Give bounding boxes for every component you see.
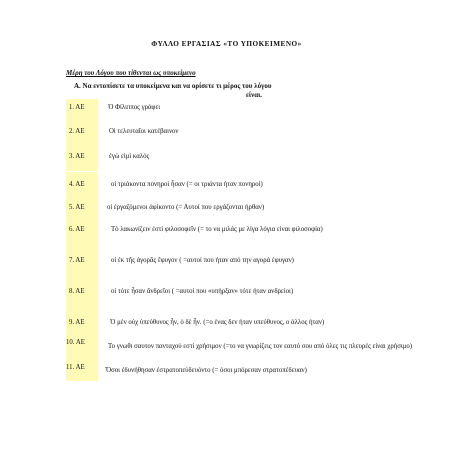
worksheet-title: ΦΥΛΛΟ ΕΡΓΑΣΙΑΣ «ΤΟ ΥΠΟΚΕΙΜΕΝΟ» bbox=[151, 40, 302, 48]
item-number: 5. ΑΕ bbox=[69, 204, 85, 211]
instructions-line-2: είναι. bbox=[245, 91, 263, 99]
item-text: οἱ ἐκ τῆς ἀγορᾶς ἔφυγον ( =αυτοί που ήταν από την αγορά έφυγαν) bbox=[111, 257, 294, 264]
item-number: 10. ΑΕ bbox=[66, 339, 85, 346]
section-subtitle: Μέρη του Λόγου που τίθενται ως υποκείμενο bbox=[66, 69, 196, 77]
instructions bbox=[74, 82, 404, 100]
item-number: 3. ΑΕ bbox=[69, 153, 85, 160]
item-text: Τὸ λακωνίζειν ἐστὶ φιλοσοφεῖν (= το να μιλάς με λίγα λόγια είναι φιλοσοφία) bbox=[111, 226, 323, 233]
item-text: οἱ τριάκοντα πονηροὶ ἦσαν (= οι τριάντα ήταν πονηροί) bbox=[111, 181, 263, 188]
item-text: Ὅσοι ἐδυνήθησαν ἐστρατοπεύδευόντο (= όσοι μπόρεσαν στρατοπέδευαν) bbox=[105, 367, 307, 374]
item-text: Το γνωθι σαυτον πανταχού εστί χρήσιμον (=το να γνωρίζεις τον εαυτό σου από όλες τις πλευρές είναι χρήσιμο) bbox=[108, 343, 413, 350]
item-text: οἱ τότε ἦσαν ἄνδρεῖοι ( =αυτοί που «υπήρξαν» τότε ήταν ανδρείοι) bbox=[111, 288, 294, 295]
item-number: 1. ΑΕ bbox=[69, 104, 85, 111]
item-number: 6. ΑΕ bbox=[69, 226, 85, 233]
item-number: 7. ΑΕ bbox=[69, 257, 85, 264]
item-text: Ὁ μὲν οὐχ ὑπεύθυνος ἦν, ὁ δὲ ἦν. (=ο ένας δεν ήταν υπεύθυνος, ο άλλος ήταν) bbox=[110, 319, 325, 326]
item-text: οἱ ἐργαζόμενοι ἀφίκοντο (= Αυτοί που εργάζονται ήρθαν) bbox=[107, 204, 265, 211]
item-text: Οἱ τελευταῖοι κατέβαινον bbox=[109, 128, 179, 135]
item-number: 8. ΑΕ bbox=[69, 288, 85, 295]
instructions-line-1: Α. Να εντοπίσετε τα υποκείμενα και να ορίσετε τι μέρος του λόγου bbox=[74, 82, 272, 90]
item-number: 11. ΑΕ bbox=[66, 364, 85, 371]
item-text: Ὁ Φίλιππος γράφει bbox=[108, 104, 161, 111]
item-number: 2. ΑΕ bbox=[69, 128, 85, 135]
item-number: 4. ΑΕ bbox=[69, 181, 85, 188]
item-text: ἐγὼ εἰμὶ καλός bbox=[109, 153, 150, 160]
item-number: 9. ΑΕ bbox=[69, 319, 85, 326]
